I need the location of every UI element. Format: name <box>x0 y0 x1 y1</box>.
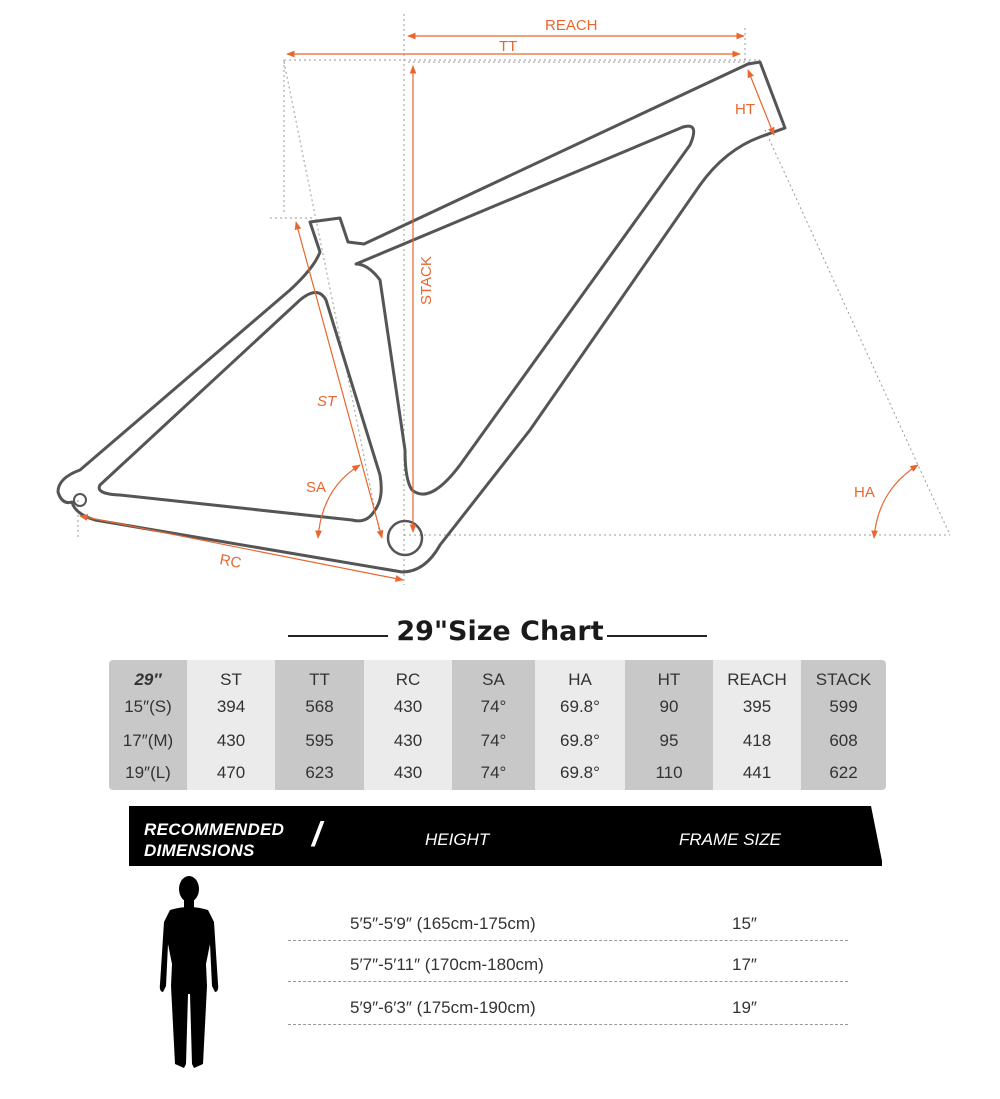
height-range: 5′5″-5′9″ (165cm-175cm) <box>350 914 536 933</box>
table-cell: 69.8° <box>560 731 600 750</box>
reach-label: REACH <box>545 17 598 34</box>
table-cell: 568 <box>305 697 334 716</box>
table-cell: 470 <box>216 763 246 782</box>
st-label: ST <box>317 393 337 410</box>
table-cell: 74° <box>480 763 507 782</box>
title-rule-right <box>607 635 707 637</box>
table-cell: 110 <box>655 763 683 782</box>
table-cell: 74° <box>480 697 507 716</box>
stack-label: STACK <box>418 256 435 305</box>
size-column-5 <box>535 660 625 790</box>
size-row-label: 19″(L) <box>125 763 171 782</box>
size-column-4 <box>452 660 535 790</box>
size-row-label: 17″(M) <box>122 731 174 750</box>
frame-outline <box>58 62 785 572</box>
size-column-1 <box>187 660 275 790</box>
column-header: HT <box>657 670 681 689</box>
table-cell: 623 <box>305 763 334 782</box>
recommended-label-line1: RECOMMENDED <box>144 820 285 839</box>
table-cell: 74° <box>480 731 507 750</box>
ht-label: HT <box>735 101 755 118</box>
size-chart-heading <box>0 612 1000 660</box>
table-cell: 430 <box>393 763 423 782</box>
size-chart-table <box>109 660 886 790</box>
size-chart-title: 29"Size Chart <box>396 616 604 647</box>
height-range: 5′9″-6′3″ (175cm-190cm) <box>350 998 536 1017</box>
frame-size-value: 15″ <box>732 914 757 933</box>
size-column-2 <box>275 660 364 790</box>
frame-size-header: FRAME SIZE <box>679 830 782 849</box>
table-cell: 95 <box>659 731 679 750</box>
ha-label: HA <box>854 484 875 501</box>
column-header: RC <box>395 670 421 689</box>
column-header: REACH <box>727 670 787 689</box>
column-header: STACK <box>815 670 872 689</box>
table-cell: 608 <box>829 731 858 750</box>
size-column-6 <box>625 660 713 790</box>
dimension-lines <box>80 36 918 580</box>
table-cell: 622 <box>829 763 858 782</box>
recommended-label-line2: DIMENSIONS <box>144 841 255 860</box>
recommended-dimensions-banner <box>129 806 882 866</box>
size-row-label: 15″(S) <box>124 697 172 716</box>
table-cell: 394 <box>216 697 246 716</box>
table-cell: 69.8° <box>560 763 600 782</box>
table-cell: 595 <box>305 731 334 750</box>
table-cell: 430 <box>393 697 423 716</box>
size-column-3 <box>364 660 452 790</box>
table-cell: 418 <box>742 731 772 750</box>
height-header: HEIGHT <box>425 830 490 849</box>
height-range: 5′7″-5′11″ (170cm-180cm) <box>350 955 544 974</box>
size-column-0 <box>109 660 187 790</box>
sa-label: SA <box>306 479 327 496</box>
recommended-row <box>288 900 848 941</box>
banner-slash: / <box>312 816 322 854</box>
banner-slant <box>871 806 883 866</box>
table-cell: 90 <box>659 697 679 716</box>
tt-label: TT <box>499 38 518 55</box>
recommended-label <box>144 819 284 861</box>
column-header: TT <box>309 670 330 689</box>
frame-size-value: 17″ <box>732 955 757 974</box>
size-column-8 <box>801 660 886 790</box>
person-silhouette-icon <box>158 874 220 1070</box>
table-cell: 430 <box>393 731 423 750</box>
size-column-7 <box>713 660 801 790</box>
guide-lines <box>78 14 950 585</box>
column-header: SA <box>482 670 505 689</box>
table-cell: 430 <box>216 731 246 750</box>
column-header: 29″ <box>134 670 162 689</box>
frame-size-value: 19″ <box>732 998 757 1017</box>
table-cell: 441 <box>742 763 772 782</box>
table-cell: 69.8° <box>560 697 600 716</box>
recommended-row <box>288 984 848 1025</box>
recommended-row <box>288 941 848 982</box>
column-header: ST <box>220 670 242 689</box>
rc-label: RC <box>218 551 243 573</box>
table-cell: 395 <box>742 697 772 716</box>
table-cell: 599 <box>829 697 858 716</box>
column-header: HA <box>568 670 592 689</box>
